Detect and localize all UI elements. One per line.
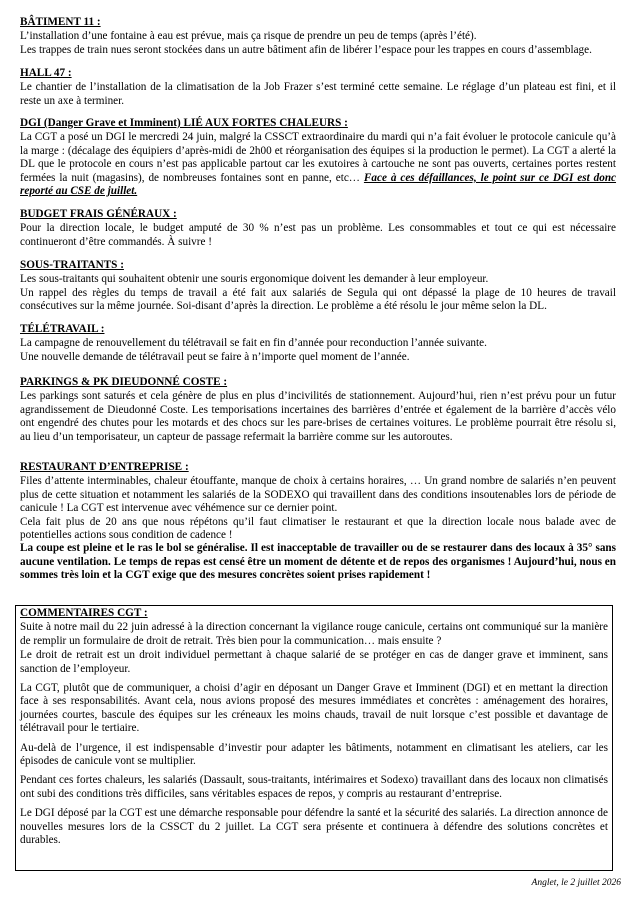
section-parkings: [20, 376, 616, 444]
cgt-comments-box: [15, 605, 613, 871]
section-title: BÂTIMENT 11 :: [20, 16, 101, 28]
paragraph: Un rappel des règles du temps de travail a été fait aux salariés de Segula qui ont dépassé la plage de 10 heures de travail consécutives sur la même journée. Soi-disant d’après la direction. Le problème a été résolu le jour même selon la DL.: [20, 286, 616, 313]
paragraph: L’installation d’une fontaine à eau est prévue, mais ça risque de prendre un peu de temps (après l’été).: [20, 30, 477, 43]
paragraph-text: La CGT a posé un DGI le mercredi 24 juin, malgré la CSSCT extraordinaire du mardi qui n’a fait évoluer le protocole canicule qu’à la marge : (décalage des équipiers d’après-midi de 2h00 et réorganisation des équipes si la production le permet). La CGT a alerté la DL que le protocole en cours n’est pas applicable partout car les exutoires à cartouche ne sont pas ouverts, certaines portes restent fermées la nuit (magasins), de nombreuses fontaines sont en panne, etc…: [20, 131, 616, 184]
section-hall-47: [20, 67, 616, 108]
section-batiment-11: [20, 16, 616, 57]
section-title: DGI (Danger Grave et Imminent) LIÉ AUX FORTES CHALEURS :: [20, 117, 348, 129]
paragraph: Cela fait plus de 20 ans que nous répétons qu’il faut climatiser le restaurant et que la direction locale nous balade avec de potentielles actions sous condition de cadence !: [20, 515, 616, 542]
paragraph: La campagne de renouvellement du télétravail se fait en fin d’année pour reconduction l’année suivante.: [20, 337, 487, 350]
paragraph: Le droit de retrait est un droit individuel permettant à chaque salarié de se protéger en cas de danger grave et imminent, sans sanction de l’employeur.: [20, 649, 608, 675]
paragraph: Pendant ces fortes chaleurs, les salariés (Dassault, sous-traitants, intérimaires et Sodexo) travaillant dans des locaux non climatisés ont subi des conditions très difficiles, sans véritables espaces de repos, y compris au restaurant d’entreprise.: [20, 774, 608, 800]
paragraph: Files d’attente interminables, chaleur étouffante, manque de choix à certains horaires, … Un grand nombre de salariés n’en peuvent plus de cette situation et notamment les salariés de la SODEXO qui travaillent dans des conditions insoutenables lors de période de canicule ! La CGT est intervenue avec véhémence sur ce dernier point.: [20, 475, 616, 515]
section-title: RESTAURANT D’ENTREPRISE :: [20, 461, 189, 473]
paragraph: Suite à notre mail du 22 juin adressé à la direction concernant la vigilance rouge canicule, certains ont communiqué sur la manière de remplir un formulaire de droit de retrait. Très bien pour la communication… mais ensuite ?: [20, 621, 608, 647]
section-title: SOUS-TRAITANTS :: [20, 259, 124, 271]
paragraph: Au-delà de l’urgence, il est indispensable d’investir pour adapter les bâtiments, notamment en climatisant les ateliers, car les épisodes de canicule vont se multiplier.: [20, 741, 608, 768]
section-dgi: [20, 117, 616, 198]
paragraph: Les sous-traitants qui souhaitent obtenir une souris ergonomique doivent les demander à leur employeur.: [20, 273, 489, 286]
section-teletravail: [20, 323, 616, 364]
paragraph: Pour la direction locale, le budget amputé de 30 % n’est pas un problème. Les consommables et tout ce qui est nécessaire continueront d’être commandés. À suivre !: [20, 222, 616, 248]
section-title: TÉLÉTRAVAIL :: [20, 323, 105, 335]
paragraph: Une nouvelle demande de télétravail peut se faire à n’importe quel moment de l’année.: [20, 350, 410, 363]
bold-paragraph: La coupe est pleine et le ras le bol se généralise. Il est inacceptable de travailler ou de se restaurer dans des locaux à 35° sans aucune ventilation. Le temps de repas est censé être un moment de détente et de repos des organismes ! Aujourd’hui, nous en sommes très loin et la CGT exige que des mesures concrètes soient prises rapidement !: [20, 542, 616, 582]
section-budget: [20, 208, 616, 249]
section-title: HALL 47 :: [20, 67, 72, 79]
paragraph: Le chantier de l’installation de la climatisation de la Job Frazer s’est terminé cette semaine. Le réglage d’un plateau est fini, et il reste un axe à terminer.: [20, 81, 616, 107]
box-title: COMMENTAIRES CGT :: [20, 607, 148, 619]
section-title: PARKINGS & PK DIEUDONNÉ COSTE :: [20, 376, 228, 388]
paragraph: [20, 131, 616, 198]
footer-date: Anglet, le 2 juillet 2026: [531, 878, 621, 888]
paragraph: Les parkings sont saturés et cela génère de plus en plus d’incivilités de stationnement. Aujourd’hui, rien n’est prévu pour un futur agrandissement de Dieudonné Coste. Les temporisations incertaines des barrières d’entrée et également de la barrière d’accès vélo ont engendré des chutes pour les motards et des chocs sur les pare-brises de certaines voitures. Le problème pourrait être résolu si, au lieu d’un temporisateur, un capteur de passage refermait la barrière comme sur les autoroutes.: [20, 390, 616, 443]
section-title: BUDGET FRAIS GÉNÉRAUX :: [20, 208, 177, 220]
section-sous-traitants: [20, 259, 616, 314]
emphasis-text: Face à ces défaillances, le point sur ce DGI est donc reporté au CSE de juillet.: [20, 171, 617, 198]
paragraph: La CGT, plutôt que de communiquer, a choisi d’agir en déposant un Danger Grave et Imminent (DGI) et en mettant la direction face à ses responsabilités. Avant cela, nous avions proposé des mesures immédiates et concrètes : aménagement des horaires, journées courtes, bascule des équipes sur les créneaux les moins chauds, travail de nuit lorsque c’est possible et davantage de télétravail pour le tertiaire.: [20, 682, 608, 735]
paragraph: Le DGI déposé par la CGT est une démarche responsable pour défendre la santé et la sécurité des salariés. La direction annonce de nouvelles mesures lors de la CSSCT du 2 juillet. La CGT sera présente et continuera à défendre des solutions concrètes et durables.: [20, 807, 608, 847]
section-restaurant: [20, 461, 616, 583]
paragraph: Les trappes de train nues seront stockées dans un autre bâtiment afin de libérer l’espace pour les trappes en cours d’assemblage.: [20, 43, 592, 56]
